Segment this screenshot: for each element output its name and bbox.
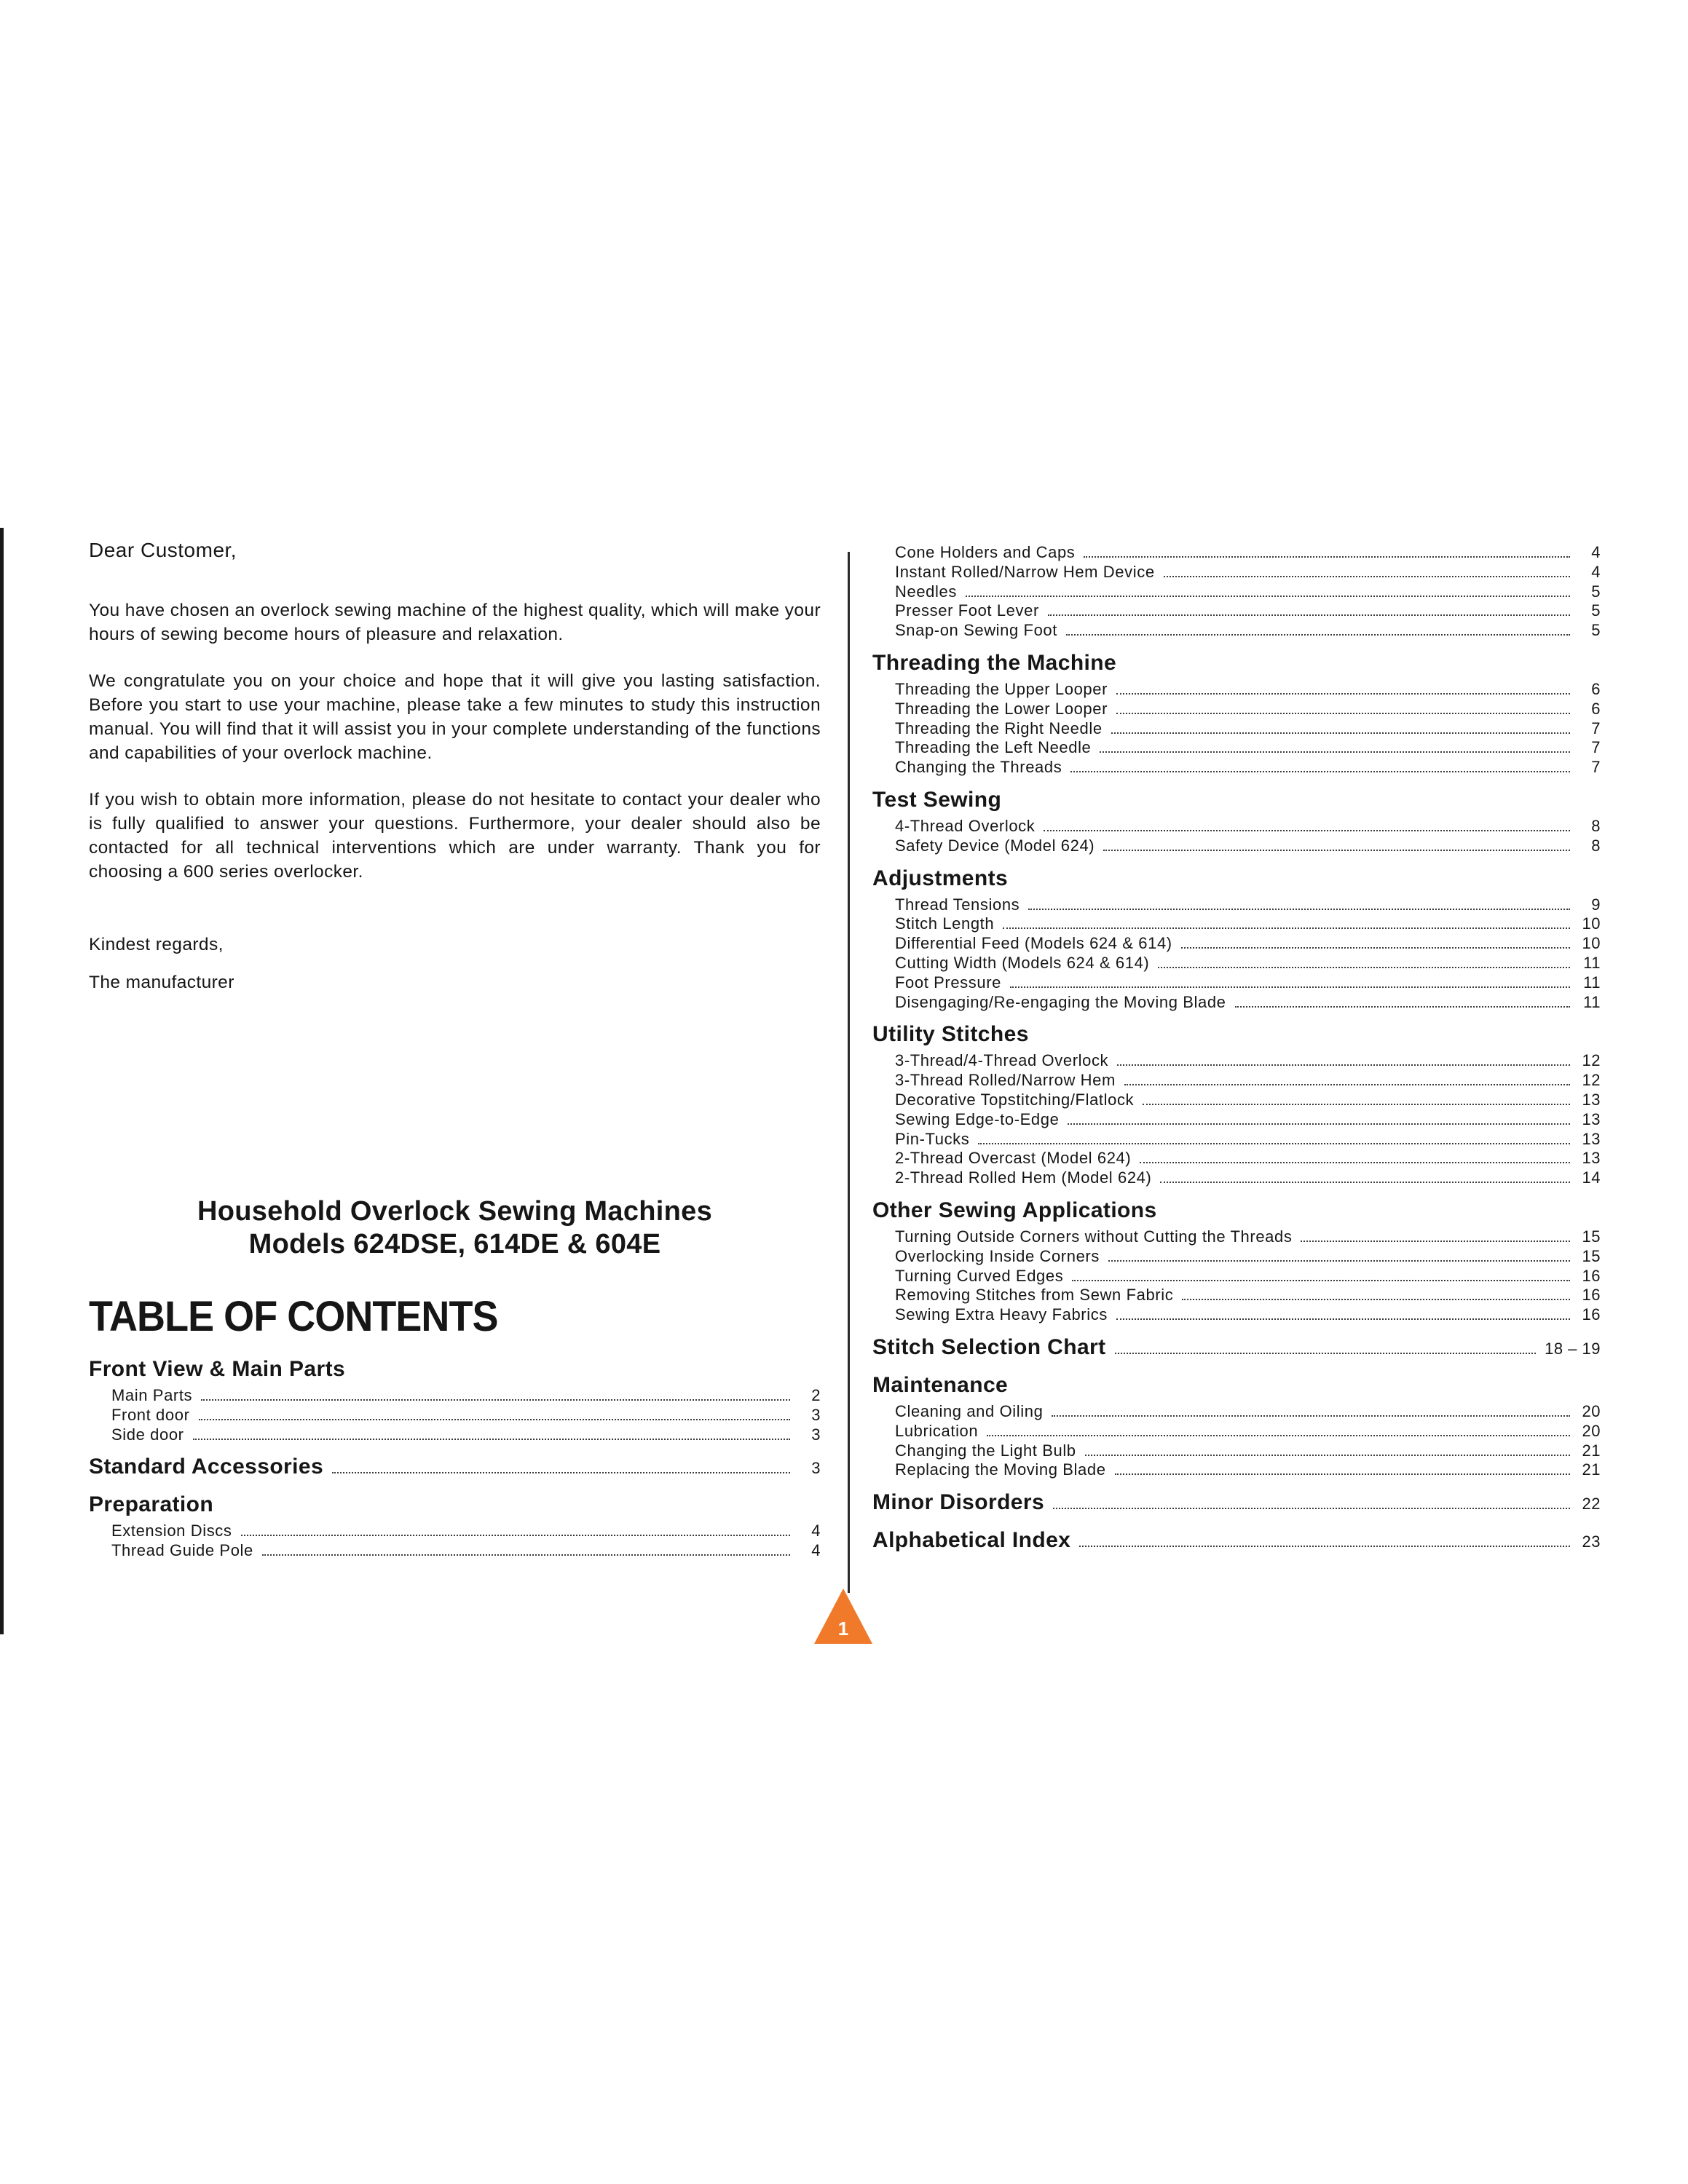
toc-page-number: 16 — [1582, 1286, 1601, 1305]
toc-item — [89, 1386, 821, 1406]
toc-page-number: 5 — [1591, 582, 1601, 601]
toc-leader — [1181, 947, 1570, 949]
toc-page-number: 18 – 19 — [1545, 1339, 1601, 1358]
toc-item-label: Presser Foot Lever — [895, 601, 1039, 620]
toc-page-number: 4 — [811, 1522, 821, 1540]
toc-page-number: 7 — [1591, 719, 1601, 737]
toc-item-label: 3-Thread Rolled/Narrow Hem — [895, 1071, 1116, 1090]
column-divider — [848, 552, 850, 1593]
toc-item — [872, 758, 1601, 778]
toc-page-number: 11 — [1583, 953, 1601, 972]
toc-leader — [1116, 713, 1570, 714]
toc-page-number: 21 — [1582, 1460, 1601, 1479]
toc-item — [872, 836, 1601, 856]
toc-item-label: Threading the Lower Looper — [895, 699, 1108, 718]
toc-leader — [1100, 751, 1570, 753]
toc-section-title: Utility Stitches — [872, 1022, 1029, 1047]
toc-item — [872, 680, 1601, 700]
page-number: 1 — [837, 1618, 849, 1639]
toc-item-label: Disengaging/Re-engaging the Moving Blade — [895, 992, 1226, 1011]
toc-page-number: 12 — [1582, 1071, 1601, 1090]
toc-item-label: Sewing Extra Heavy Fabrics — [895, 1305, 1108, 1324]
toc-item — [872, 817, 1601, 836]
toc-item-label: Front door — [111, 1405, 190, 1424]
toc-page-number: 8 — [1591, 836, 1601, 855]
toc-section-entry — [89, 1453, 821, 1482]
toc-section-entry — [872, 1527, 1601, 1556]
toc-leader — [1164, 576, 1570, 577]
toc-leader — [1084, 556, 1570, 558]
toc-page-number: 11 — [1583, 992, 1601, 1011]
toc-item — [89, 1425, 821, 1445]
toc-leader — [1182, 1299, 1570, 1300]
toc-section-title: Minor Disorders — [872, 1490, 1045, 1515]
letter-signature: The manufacturer — [89, 973, 234, 992]
toc-page-number: 2 — [811, 1386, 821, 1404]
toc-page-number: 15 — [1582, 1246, 1601, 1265]
models-line: Models 624DSE, 614DE & 604E — [248, 1229, 661, 1259]
toc-item-label: Thread Tensions — [895, 895, 1020, 914]
toc-item — [872, 1402, 1601, 1422]
toc-page-number: 8 — [1591, 816, 1601, 835]
toc-item-label: Differential Feed (Models 624 & 614) — [895, 934, 1172, 953]
toc-title: TABLE OF CONTENTS — [89, 1293, 498, 1340]
toc-item-label: Replacing the Moving Blade — [895, 1460, 1106, 1479]
toc-page-number: 11 — [1583, 973, 1601, 992]
toc-item — [872, 601, 1601, 621]
left-edge-line — [0, 528, 4, 1634]
toc-page-number: 13 — [1582, 1149, 1601, 1168]
toc-item — [872, 738, 1601, 758]
toc-item-label: Needles — [895, 582, 957, 601]
toc-page-number: 3 — [811, 1459, 821, 1478]
toc-item — [872, 719, 1601, 739]
toc-page-number: 4 — [1591, 562, 1601, 581]
toc-leader — [1010, 986, 1570, 988]
toc-page-number: 16 — [1582, 1305, 1601, 1324]
toc-leader — [1053, 1508, 1570, 1509]
toc-leader — [1115, 1353, 1537, 1354]
toc-leader — [201, 1399, 790, 1401]
toc-page-number: 6 — [1591, 679, 1601, 698]
toc-item-label: 3-Thread/4-Thread Overlock — [895, 1051, 1109, 1070]
toc-leader — [1003, 927, 1570, 929]
toc-item-label: Lubrication — [895, 1421, 979, 1440]
toc-page-number: 7 — [1591, 738, 1601, 757]
toc-leader — [1116, 693, 1570, 695]
toc-leader — [1116, 1318, 1570, 1320]
toc-item-label: Turning Curved Edges — [895, 1266, 1064, 1285]
toc-page-number: 15 — [1582, 1227, 1601, 1246]
toc-item-label: Instant Rolled/Narrow Hem Device — [895, 562, 1155, 581]
toc-item — [872, 1110, 1601, 1130]
toc-item — [872, 1130, 1601, 1150]
toc-item — [872, 1051, 1601, 1071]
toc-item — [872, 543, 1601, 563]
toc-item-label: 4-Thread Overlock — [895, 816, 1036, 835]
toc-leader — [332, 1472, 790, 1473]
toc-item — [872, 1247, 1601, 1267]
toc-item-label: Cleaning and Oiling — [895, 1401, 1044, 1420]
toc-item-label: Cone Holders and Caps — [895, 543, 1076, 561]
toc-item — [872, 954, 1601, 973]
toc-item-label: Removing Stitches from Sewn Fabric — [895, 1286, 1174, 1305]
toc-item — [872, 1422, 1601, 1441]
toc-leader — [966, 596, 1570, 597]
toc-section-entry — [872, 1489, 1601, 1518]
toc-item — [872, 1267, 1601, 1286]
toc-item — [872, 1168, 1601, 1188]
toc-item — [872, 1227, 1601, 1247]
toc-item-label: Overlocking Inside Corners — [895, 1246, 1100, 1265]
toc-item-label: Changing the Light Bulb — [895, 1441, 1076, 1460]
toc-item — [872, 914, 1601, 934]
product-heading — [89, 1195, 821, 1261]
toc-leader — [1103, 850, 1570, 851]
toc-item-label: Safety Device (Model 624) — [895, 836, 1095, 855]
toc-left-column — [89, 1356, 821, 1561]
toc-leader — [1028, 909, 1570, 910]
toc-page-number: 13 — [1582, 1090, 1601, 1109]
toc-item — [872, 934, 1601, 954]
toc-item-label: Side door — [111, 1425, 184, 1444]
toc-leader — [1108, 1260, 1570, 1262]
toc-item-label: Cutting Width (Models 624 & 614) — [895, 953, 1150, 972]
toc-leader — [987, 1435, 1570, 1436]
toc-right-column — [872, 543, 1601, 1556]
toc-item-label: Main Parts — [111, 1386, 193, 1404]
toc-section-title: Front View & Main Parts — [89, 1357, 346, 1381]
toc-item-label: 2-Thread Rolled Hem (Model 624) — [895, 1168, 1152, 1187]
toc-leader — [1117, 1064, 1570, 1066]
toc-item-label: Foot Pressure — [895, 973, 1001, 992]
toc-item — [872, 1091, 1601, 1110]
toc-leader — [241, 1535, 790, 1536]
letter-body — [89, 598, 821, 906]
toc-leader — [1158, 967, 1570, 968]
toc-item — [89, 1406, 821, 1425]
toc-leader — [1068, 1123, 1570, 1125]
toc-page-number: 22 — [1582, 1495, 1601, 1514]
toc-section-title: Other Sewing Applications — [872, 1198, 1157, 1222]
toc-page-number: 10 — [1582, 914, 1601, 933]
toc-section-title: Standard Accessories — [89, 1455, 324, 1479]
toc-page-number: 7 — [1591, 758, 1601, 777]
toc-leader — [1070, 771, 1570, 772]
toc-leader — [199, 1419, 791, 1420]
toc-section-title: Adjustments — [872, 866, 1009, 890]
toc-page-number: 23 — [1582, 1532, 1601, 1551]
toc-page-number: 12 — [1582, 1051, 1601, 1070]
toc-item — [872, 1460, 1601, 1480]
toc-item-label: Sewing Edge-to-Edge — [895, 1109, 1060, 1128]
toc-page-number: 4 — [1591, 543, 1601, 561]
letter-closing: Kindest regards, — [89, 935, 224, 954]
toc-item-label: Changing the Threads — [895, 758, 1062, 777]
toc-page-number: 5 — [1591, 601, 1601, 620]
toc-item-label: Decorative Topstitching/Flatlock — [895, 1090, 1135, 1109]
toc-section-title: Stitch Selection Chart — [872, 1334, 1106, 1359]
letter-paragraph: If you wish to obtain more information, please do not hesitate to contact your dealer who is fully qualified to answer your questions. Furthermore, your dealer should also be contacted for all technical interventions which are under warranty. Thank you for choosing a 600 series overlocker. — [89, 790, 821, 882]
toc-item-label: 2-Thread Overcast (Model 624) — [895, 1149, 1132, 1168]
toc-page-number: 4 — [811, 1541, 821, 1560]
toc-leader — [1115, 1473, 1570, 1475]
toc-leader — [1143, 1104, 1570, 1105]
toc-leader — [262, 1554, 790, 1556]
toc-page-number: 21 — [1582, 1441, 1601, 1460]
toc-page-number: 3 — [811, 1425, 821, 1444]
toc-section-entry — [872, 1334, 1601, 1363]
toc-leader — [1072, 1280, 1570, 1281]
toc-leader — [1301, 1241, 1570, 1242]
toc-leader — [978, 1143, 1570, 1144]
toc-item — [872, 1149, 1601, 1168]
toc-item-label: Thread Guide Pole — [111, 1541, 253, 1560]
toc-item-label: Stitch Length — [895, 914, 995, 933]
toc-leader — [1124, 1084, 1570, 1085]
toc-page-number: 20 — [1582, 1401, 1601, 1420]
toc-leader — [193, 1439, 790, 1440]
toc-item — [872, 1441, 1601, 1461]
toc-item — [89, 1541, 821, 1561]
letter-paragraph: We congratulate you on your choice and hope that it will give you lasting satisfaction. Before you start to use your machine, please take a few minutes to study this instruction manual. You will find that it will assist you in your complete understanding of the functions and capabilities of your overlock machine. — [89, 671, 821, 763]
toc-leader — [1048, 614, 1570, 616]
toc-item-label: Extension Discs — [111, 1522, 232, 1540]
toc-leader — [1044, 830, 1570, 831]
toc-item — [872, 993, 1601, 1013]
toc-section-title: Threading the Machine — [872, 650, 1117, 675]
toc-item — [872, 895, 1601, 915]
toc-item — [872, 582, 1601, 602]
toc-item-label: Snap-on Sewing Foot — [895, 621, 1057, 640]
toc-page-number: 20 — [1582, 1421, 1601, 1440]
toc-page-number: 9 — [1591, 895, 1601, 914]
toc-item-label: Threading the Right Needle — [895, 719, 1103, 737]
toc-leader — [1079, 1546, 1570, 1547]
toc-page-number: 10 — [1582, 934, 1601, 953]
toc-page-number: 13 — [1582, 1109, 1601, 1128]
toc-page-number: 16 — [1582, 1266, 1601, 1285]
toc-item — [872, 1071, 1601, 1091]
toc-leader — [1140, 1162, 1570, 1163]
toc-leader — [1235, 1006, 1570, 1008]
toc-page-number: 13 — [1582, 1129, 1601, 1148]
toc-section-title: Maintenance — [872, 1372, 1009, 1397]
toc-page-number: 6 — [1591, 699, 1601, 718]
toc-page-number: 5 — [1591, 621, 1601, 640]
toc-item — [872, 1286, 1601, 1305]
toc-item-label: Turning Outside Corners without Cutting the Threads — [895, 1227, 1293, 1246]
toc-leader — [1160, 1182, 1570, 1183]
toc-item-label: Threading the Upper Looper — [895, 679, 1108, 698]
toc-item — [872, 1305, 1601, 1325]
toc-leader — [1066, 634, 1570, 636]
toc-page-number: 3 — [811, 1405, 821, 1424]
toc-leader — [1085, 1455, 1570, 1456]
toc-item-label: Pin-Tucks — [895, 1129, 970, 1148]
toc-section-title: Test Sewing — [872, 787, 1002, 812]
letter-paragraph: You have chosen an overlock sewing machine of the highest quality, which will make your hours of sewing become hours of pleasure and relaxation. — [89, 601, 821, 644]
toc-item — [872, 973, 1601, 993]
salutation: Dear Customer, — [89, 539, 237, 561]
toc-section-title: Alphabetical Index — [872, 1528, 1071, 1553]
toc-item — [872, 621, 1601, 641]
toc-item — [89, 1522, 821, 1541]
toc-page-number: 14 — [1582, 1168, 1601, 1187]
toc-leader — [1111, 732, 1570, 734]
product-line: Household Overlock Sewing Machines — [197, 1196, 713, 1227]
toc-leader — [1052, 1415, 1570, 1417]
toc-section-title: Preparation — [89, 1492, 214, 1517]
toc-item-label: Threading the Left Needle — [895, 738, 1092, 757]
toc-item — [872, 563, 1601, 582]
toc-item — [872, 700, 1601, 719]
